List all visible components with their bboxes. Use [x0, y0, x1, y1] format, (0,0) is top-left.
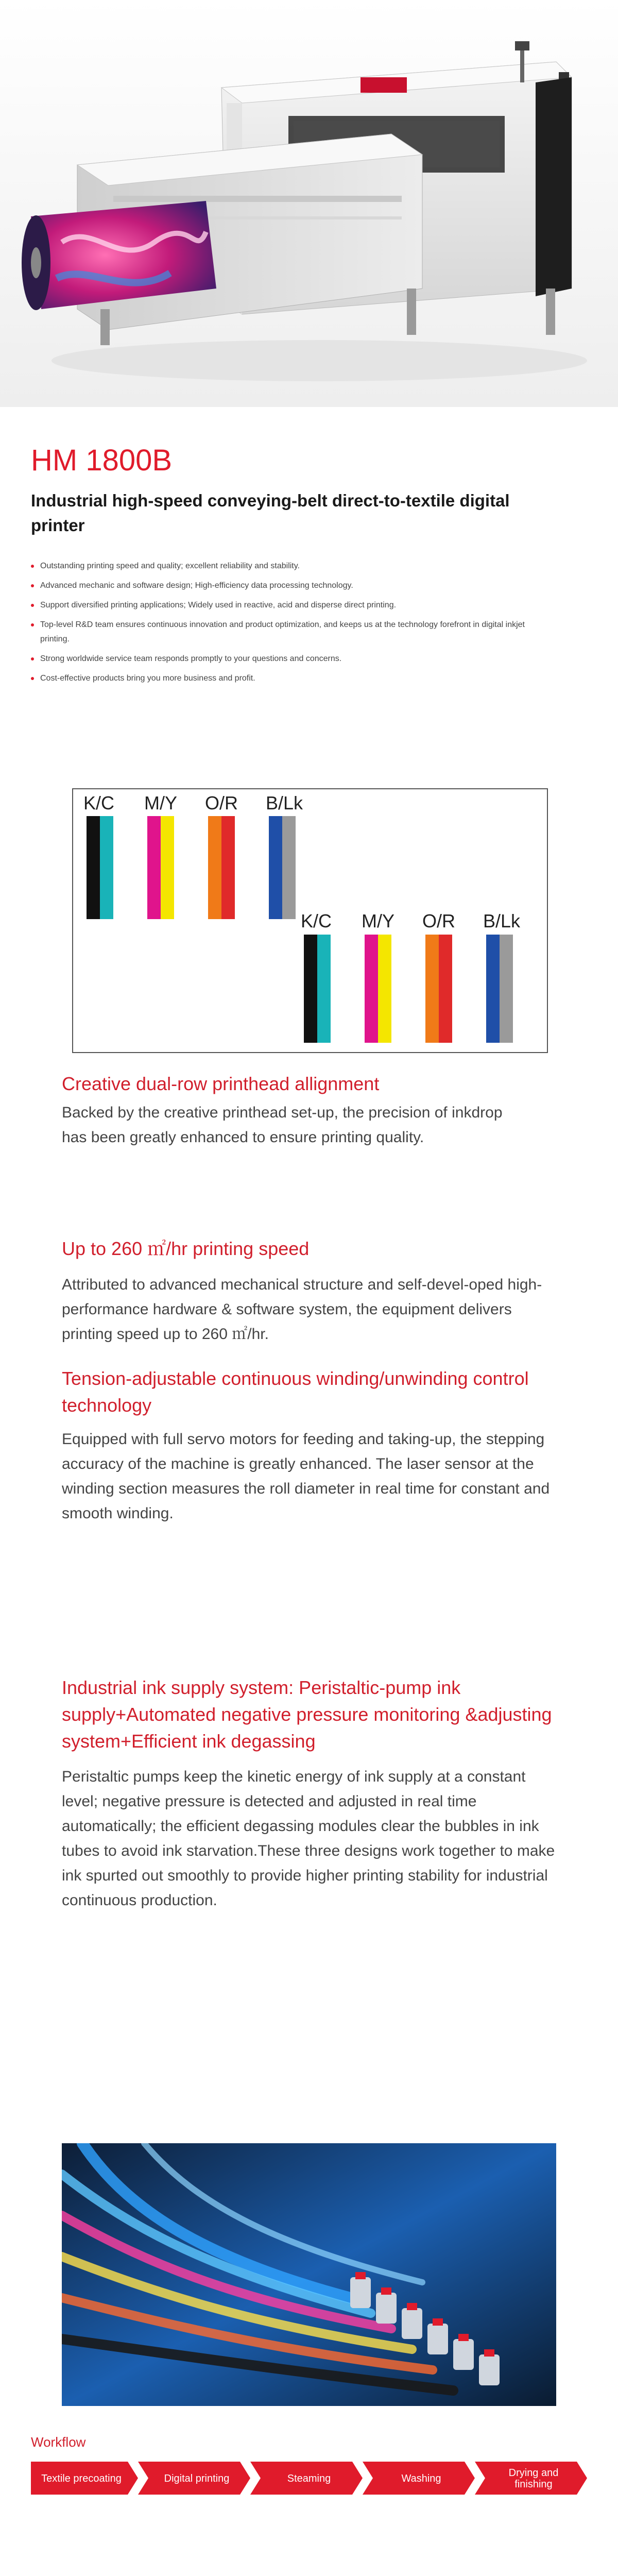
workflow-title: Workflow	[31, 2434, 86, 2450]
feature-body-ink-supply: Peristaltic pumps keep the kinetic energy of ink supply at a constant level; negative pressure is detected and adjusted in real time automatically; the efficient degassing modules clear the bubbles in ink tubes to avoid ink starvation.These three designs work together to make ink spurted out smoothly to provide higher printing stability for industrial continuous production.	[62, 1768, 555, 1909]
ink-color-bar	[269, 816, 282, 919]
bullet-item: Support diversified printing applications; Widely used in reactive, acid and disperse direct printing.	[31, 598, 551, 613]
feature-body-speed: Attributed to advanced mechanical structure and self-devel-oped high-performance hardware & software system, the equipment delivers printing speed up to 260 ㎡/hr.	[62, 1276, 542, 1343]
workflow-step-label: finishing	[514, 2479, 553, 2490]
ink-color-bar	[486, 935, 500, 1043]
feature-title-winding: Tension-adjustable continuous winding/unwinding control technology	[62, 1368, 529, 1416]
feature-title-dual-row: Creative dual-row printhead allignment	[62, 1073, 380, 1094]
ink-channel-label: O/R	[422, 910, 456, 931]
ink-color-bar	[282, 816, 296, 919]
ink-color-bar	[378, 935, 391, 1043]
ink-channel-label: O/R	[205, 792, 238, 814]
ink-color-bar	[425, 935, 439, 1043]
ink-color-bar	[304, 935, 317, 1043]
ink-color-bar	[439, 935, 452, 1043]
printer-illustration	[0, 0, 618, 407]
ink-tubes-illustration	[62, 2143, 556, 2406]
workflow-step-label: Drying and	[508, 2467, 559, 2479]
ink-channel-label: K/C	[83, 792, 115, 814]
printhead-alignment-diagram	[72, 788, 548, 1053]
feature-body-dual-row: Backed by the creative printhead set-up, the precision of inkdrop has been greatly enhanced to ensure printing quality.	[62, 1104, 503, 1146]
feature-bullet-list	[31, 559, 551, 691]
bullet-item: Cost-effective products bring you more business and profit.	[31, 671, 551, 686]
ink-channel-label: B/Lk	[266, 792, 303, 814]
ink-color-bar	[317, 935, 331, 1043]
ink-color-bar	[147, 816, 161, 919]
ink-channel-label: M/Y	[362, 910, 395, 931]
workflow-steps	[31, 2462, 587, 2495]
feature-body-winding: Equipped with full servo motors for feeding and taking-up, the stepping accuracy of the machine is greatly enhanced. The laser sensor at the winding section measures the roll diameter in real time for constant and smooth winding.	[62, 1431, 550, 1522]
product-model-title: HM 1800B	[31, 444, 173, 477]
feature-title-speed: Up to 260 ㎡/hr printing speed	[62, 1238, 310, 1259]
ink-color-bar	[161, 816, 174, 919]
ink-color-bar	[100, 816, 113, 919]
ink-color-bar	[221, 816, 235, 919]
ink-color-bar	[87, 816, 100, 919]
ink-channel-label: B/Lk	[483, 910, 521, 931]
product-headline: Industrial high-speed conveying-belt direct-to-textile digital printer	[31, 491, 510, 535]
workflow-step-label: Digital printing	[164, 2473, 230, 2484]
workflow-step-label: Washing	[401, 2473, 441, 2484]
ink-color-bar	[500, 935, 513, 1043]
workflow-step-label: Textile precoating	[41, 2473, 122, 2484]
bullet-item: Advanced mechanic and software design; High-efficiency data processing technology.	[31, 579, 551, 593]
hero-printer-image	[0, 0, 618, 407]
bullet-item: Top-level R&D team ensures continuous innovation and product optimization, and keeps us at the technology forefront in digital inkjet printing.	[31, 618, 551, 647]
ink-color-bar	[208, 816, 221, 919]
ink-tubes-photo	[62, 2143, 556, 2406]
ink-color-bar	[365, 935, 378, 1043]
workflow-chevron-bar	[31, 2462, 587, 2495]
bullet-item: Outstanding printing speed and quality; excellent reliability and stability.	[31, 559, 551, 573]
ink-channel-label: K/C	[301, 910, 332, 931]
ink-channel-label: M/Y	[144, 792, 178, 814]
feature-title-ink-supply: Industrial ink supply system: Peristaltic-pump ink supply+Automated negative pressure monitoring &adjusting system+Efficient ink degassing	[62, 1677, 552, 1752]
workflow-step-label: Steaming	[287, 2473, 331, 2484]
bullet-item: Strong worldwide service team responds promptly to your questions and concerns.	[31, 652, 551, 666]
